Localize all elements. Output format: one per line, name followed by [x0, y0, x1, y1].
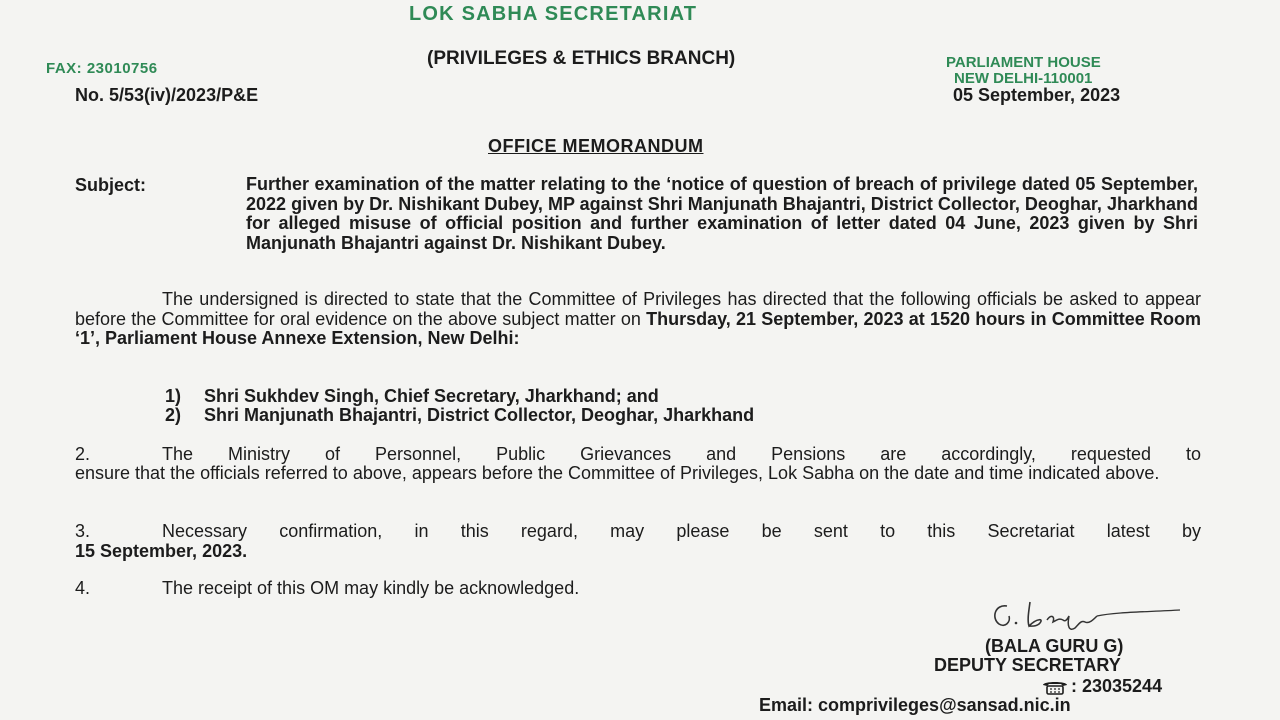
official-1: Shri Sukhdev Singh, Chief Secretary, Jharkhand; and — [204, 386, 659, 406]
organization-title: LOK SABHA SECRETARIAT — [409, 3, 698, 25]
paragraph-2-rest: ensure that the officials referred to above, appears before the Committee of Privileges, Lok Sabha on the date and time indicated above. — [75, 463, 1160, 483]
memo-date: 05 September, 2023 — [953, 85, 1121, 105]
paragraph-1-text: The undersigned is directed to state that the Committee of Privileges has directed that the following officials be asked to appear before the Committee for oral evidence on the above subject matter on — [75, 289, 1201, 329]
subject-label: Subject: — [75, 175, 147, 195]
branch-name: (PRIVILEGES & ETHICS BRANCH) — [427, 48, 736, 69]
signatory-name: (BALA GURU G) — [985, 636, 1124, 656]
signature-image — [985, 596, 1185, 636]
address-line-2: NEW DELHI-110001 — [954, 70, 1093, 87]
fax-number: FAX: 23010756 — [46, 60, 158, 77]
signatory-phone: : 23035244 — [1071, 676, 1163, 696]
paragraph-2-number: 2. — [75, 444, 91, 464]
signatory-designation: DEPUTY SECRETARY — [934, 655, 1121, 675]
signatory-phone-row — [1041, 676, 1162, 697]
reference-number: No. 5/53(iv)/2023/P&E — [75, 85, 259, 105]
paragraph-3-number: 3. — [75, 521, 91, 541]
paragraph-4-text: The receipt of this OM may kindly be acknowledged. — [162, 578, 580, 598]
official-2: Shri Manjunath Bhajantri, District Collector, Deoghar, Jharkhand — [204, 405, 755, 425]
memo-title: OFFICE MEMORANDUM — [488, 136, 704, 156]
paragraph-1 — [75, 290, 1201, 349]
subject-text: Further examination of the matter relating to the ‘notice of question of breach of privilege dated 05 September, 2022 given by Dr. Nishikant Dubey, MP against Shri Manjunath Bhajantri, District Collector, Deoghar, Jharkhand for alleged misuse of official position and further examination of letter dated 04 June, 2023 given by Shri Manjunath Bhajantri against Dr. Nishikant Dubey. — [246, 174, 1198, 253]
official-2-number: 2) — [165, 405, 182, 425]
hearing-datetime: Thursday, 21 September, 2023 at 1520 hours in Committee Room ‘1’, Parliament House Annexe Extension, New Delhi: — [75, 308, 1201, 348]
address-line-1: PARLIAMENT HOUSE — [946, 54, 1101, 71]
paragraph-3-first-line: Necessary confirmation, in this regard, may please be sent to this Secretariat latest by — [162, 521, 1201, 541]
paragraph-2-first-line: The Ministry of Personnel, Public Grievances and Pensions are accordingly, requested to — [162, 444, 1201, 464]
confirmation-deadline: 15 September, 2023. — [75, 541, 248, 561]
paragraph-4-number: 4. — [75, 578, 91, 598]
official-1-number: 1) — [165, 386, 182, 406]
telephone-icon — [1041, 679, 1069, 695]
signatory-email: Email: comprivileges@sansad.nic.in — [759, 695, 1071, 715]
